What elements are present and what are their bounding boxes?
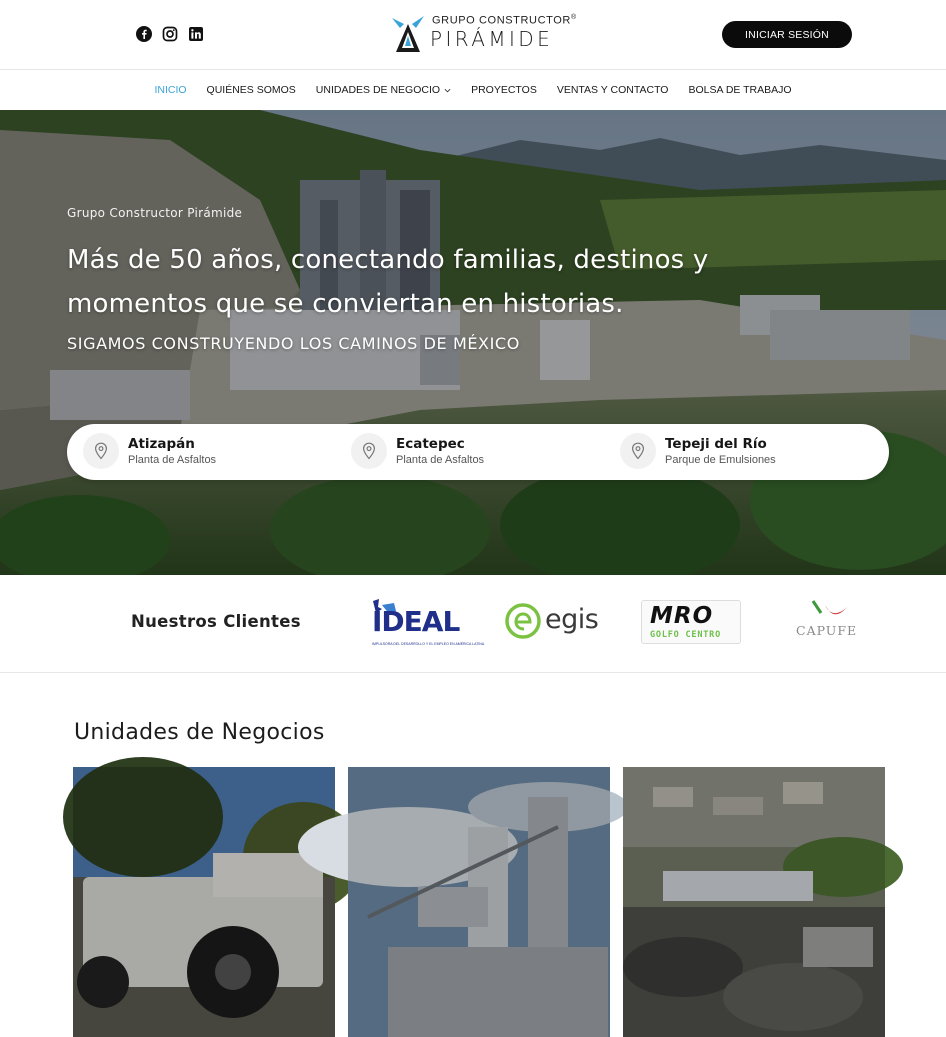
unit-card-milling[interactable] (73, 767, 335, 1037)
social-links (136, 26, 204, 42)
location-ecatepec[interactable] (351, 433, 484, 469)
brand-logo[interactable] (390, 12, 577, 58)
nav-label: UNIDADES DE NEGOCIO (315, 84, 441, 96)
ideal-caption: IMPULSORA DEL DESARROLLO Y EL EMPLEO EN AMÉRICA LATINA (372, 642, 485, 646)
client-logo-capufe[interactable] (795, 599, 869, 649)
location-name: Tepeji del Río (665, 435, 767, 452)
nav-label: BOLSA DE TRABAJO (688, 84, 792, 96)
location-type: Planta de Asfaltos (396, 453, 485, 466)
egis-wordmark: egis (545, 604, 599, 635)
hero-title: Más de 50 años, conectando familias, destinos y momentos que se conviertan en historias. (67, 245, 709, 319)
nav-label: QUIÉNES SOMOS (206, 84, 296, 96)
top-bar (0, 0, 946, 70)
ideal-wordmark: IDEAL (372, 605, 460, 638)
main-nav (0, 70, 946, 110)
mro-caption: GOLFO CENTRO (650, 630, 722, 640)
pyramid-logo-icon (390, 14, 426, 54)
unit-card-asphalt-plant[interactable] (348, 767, 610, 1037)
nav-item-unidades-de-negocio[interactable] (306, 84, 461, 96)
location-atizapan[interactable] (83, 433, 216, 469)
units-title: Unidades de Negocios (74, 720, 325, 745)
nav-label: PROYECTOS (471, 84, 537, 96)
locations-bar (67, 424, 889, 480)
location-type: Planta de Asfaltos (128, 453, 217, 466)
map-pin-icon (83, 433, 119, 469)
clients-section (0, 575, 946, 673)
map-pin-icon (351, 433, 387, 469)
nav-item-inicio[interactable] (144, 84, 196, 96)
location-type: Parque de Emulsiones (665, 453, 776, 466)
nav-item-bolsa-de-trabajo[interactable] (678, 84, 801, 96)
capufe-wordmark: CAPUFE (796, 623, 858, 638)
unit-image-milling-machine (73, 767, 335, 1037)
logo-line1: GRUPO CONSTRUCTOR® (432, 14, 577, 27)
location-name: Atizapán (128, 435, 195, 452)
map-pin-icon (620, 433, 656, 469)
login-button[interactable]: INICIAR SESIÓN (722, 21, 852, 48)
nav-label: VENTAS Y CONTACTO (556, 84, 669, 96)
unit-image-aerial-plant (623, 767, 885, 1037)
client-logo-ideal[interactable] (370, 597, 485, 651)
logo-line2: PIRÁMIDE (430, 27, 554, 51)
mro-wordmark: MRO (650, 603, 714, 629)
egis-mark-icon (505, 603, 541, 639)
clients-title: Nuestros Clientes (131, 612, 301, 631)
unit-card-aggregates[interactable] (623, 767, 885, 1037)
client-logo-mro-golfo-centro[interactable] (641, 600, 741, 644)
hero-eyebrow: Grupo Constructor Pirámide (67, 206, 243, 220)
nav-item-quienes-somos[interactable] (197, 84, 306, 96)
unit-image-asphalt-plant (348, 767, 610, 1037)
location-name: Ecatepec (396, 435, 465, 452)
nav-item-proyectos[interactable] (461, 84, 547, 96)
nav-label: INICIO (154, 84, 187, 96)
hero-subtitle: SIGAMOS CONSTRUYENDO LOS CAMINOS DE MÉXICO (67, 334, 520, 353)
facebook-icon[interactable] (136, 26, 152, 42)
instagram-icon[interactable] (162, 26, 178, 42)
nav-item-ventas-y-contacto[interactable] (547, 84, 679, 96)
linkedin-icon[interactable] (188, 26, 204, 42)
capufe-mark-icon (809, 599, 849, 623)
client-logo-egis[interactable] (505, 602, 605, 642)
hero-section (0, 110, 946, 575)
registered-mark: ® (570, 14, 577, 21)
chevron-down-icon (444, 87, 451, 94)
location-tepeji-del-rio[interactable] (620, 433, 776, 469)
